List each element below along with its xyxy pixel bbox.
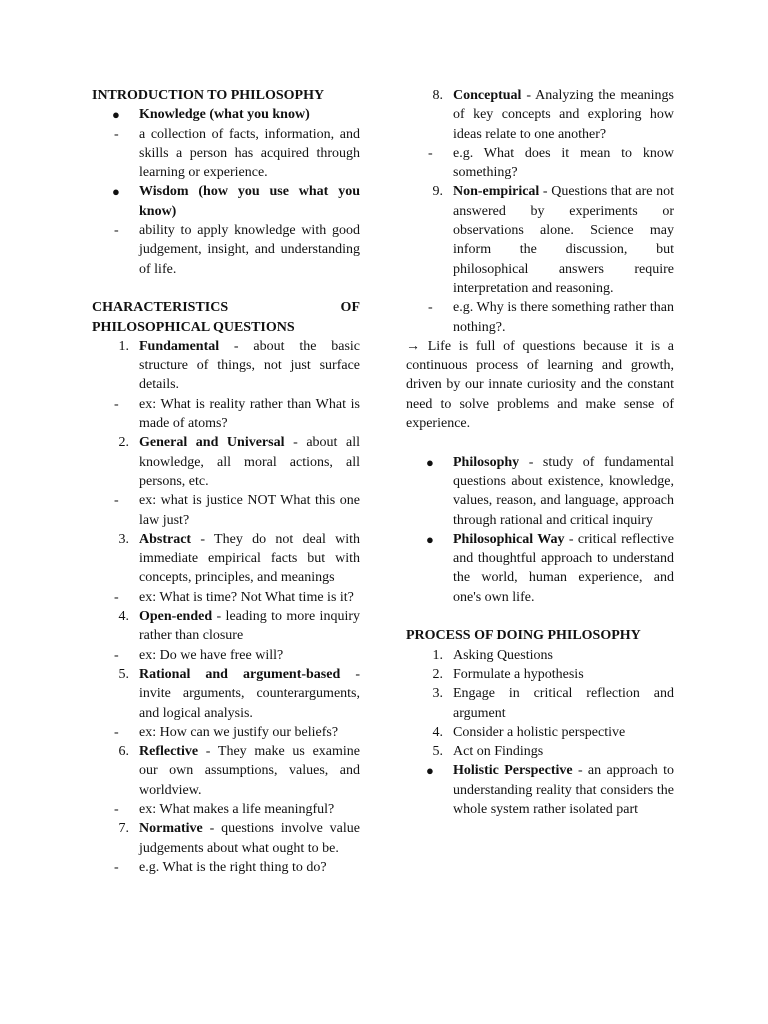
item-number: 3. (118, 531, 129, 547)
process-step (406, 684, 674, 723)
list-item (92, 742, 360, 800)
step-text: Asking Questions (453, 647, 553, 663)
item-term: Reflective (139, 744, 199, 760)
item-example: e.g. Why is there something rather than nothing?. (453, 300, 674, 335)
dash-marker: - (428, 145, 433, 161)
intro-title: INTRODUCTION TO PHILOSOPHY (92, 88, 325, 103)
item-description: - questions involve value judgements about what ought to be. (139, 821, 360, 856)
item-number: 9. (432, 184, 443, 200)
dash-marker: - (114, 647, 119, 663)
item-number: 4. (118, 609, 129, 625)
item-description: - They do not deal with immediate empirical facts but with concepts, principles, and meanings (139, 531, 360, 586)
item-description: - about the basic structure of things, not just surface details. (139, 338, 360, 393)
dash-marker: - (114, 223, 119, 239)
bullet-item-wisdom (92, 182, 360, 221)
list-item (406, 182, 674, 298)
life-note-paragraph: → Life is full of questions because it is a continuous process of learning and growth, driven by our innate curiosity and the constant need to solve problems and make sense of experience. (406, 338, 674, 432)
bullet-item-knowledge (92, 105, 360, 124)
example-item (406, 144, 674, 183)
right-column (406, 86, 674, 819)
item-description: - invite arguments, counterarguments, and logical analysis. (139, 666, 360, 721)
item-term: Rational and argument-based (139, 666, 341, 682)
item-term: Open-ended (139, 609, 213, 625)
dash-marker: - (114, 859, 119, 875)
process-step (406, 723, 674, 742)
item-description: - Analyzing the meanings of key concepts and exploring how ideas relate to one another? (453, 88, 674, 142)
bullet-icon: ● (426, 454, 434, 470)
list-item (92, 337, 360, 395)
list-item (92, 607, 360, 646)
dash-marker: - (114, 589, 119, 605)
item-number: 1. (118, 338, 129, 354)
holistic-term: Holistic Perspective (453, 763, 573, 779)
example-item (92, 723, 360, 742)
item-description: - leading to more inquiry rather than closure (139, 609, 360, 644)
step-number: 5. (432, 744, 443, 760)
dash-marker: - (114, 724, 119, 740)
example-item (406, 298, 674, 337)
example-item (92, 646, 360, 665)
wisdom-term: Wisdom (how you use what you know) (139, 184, 360, 219)
item-number: 7. (118, 821, 129, 837)
step-number: 4. (432, 724, 443, 740)
dash-item (92, 221, 360, 279)
bullet-icon: ● (426, 763, 434, 779)
item-description: - They make us examine our own assumptions, values, and worldview. (139, 744, 360, 798)
left-column (92, 86, 360, 877)
characteristics-list (92, 337, 360, 877)
holistic-definition: - an approach to understanding reality that considers the whole system rather isolated part (453, 763, 674, 817)
process-step (406, 742, 674, 761)
item-term: Abstract (139, 531, 192, 547)
item-number: 6. (118, 744, 129, 760)
item-term: Non-empirical (453, 184, 540, 200)
step-text: Consider a holistic perspective (453, 724, 626, 740)
item-number: 2. (118, 435, 129, 451)
process-step (406, 665, 674, 684)
bullet-item-holistic (406, 761, 674, 819)
dash-marker: - (114, 493, 119, 509)
wisdom-definition: ability to apply knowledge with good judgement, insight, and understanding of life. (139, 223, 360, 277)
characteristics-title-line2: PHILOSOPHICAL QUESTIONS (92, 319, 295, 335)
philosophy-term: Philosophy (453, 454, 520, 470)
item-example: ex: How can we justify our beliefs? (139, 724, 339, 740)
item-term: Conceptual (453, 88, 522, 103)
item-description: - about all knowledge, all moral actions, all persons, etc. (139, 435, 360, 489)
step-text: Formulate a hypothesis (453, 666, 584, 682)
bullet-icon: ● (112, 107, 120, 123)
item-example: e.g. What is the right thing to do? (139, 859, 327, 875)
dash-marker: - (114, 801, 119, 817)
dash-marker: - (114, 126, 119, 142)
step-number: 2. (432, 666, 443, 682)
item-example: ex: What is time? Not What time is it? (139, 589, 354, 605)
item-term: Normative (139, 821, 203, 837)
philosophy-definition: - study of fundamental questions about existence, knowledge, values, reason, and language, approach through rational and critical inquiry (453, 454, 674, 528)
process-steps-list (406, 646, 674, 762)
item-term: Fundamental (139, 338, 220, 354)
bullet-icon: ● (426, 531, 434, 547)
process-step (406, 646, 674, 665)
item-example: ex: Do we have free will? (139, 647, 284, 663)
item-description: - Questions that are not answered by experiments or observations alone. Science may inform the discussion, but philosophical answers require interpretation and reasoning. (453, 184, 674, 296)
example-item (92, 491, 360, 530)
step-text: Act on Findings (453, 744, 544, 760)
list-item (92, 819, 360, 858)
dash-marker: - (428, 300, 433, 316)
list-item (92, 530, 360, 588)
philosophical-way-term: Philosophical Way (453, 531, 565, 547)
item-term: General and Universal (139, 435, 285, 451)
item-number: 5. (118, 666, 129, 682)
list-item (406, 86, 674, 144)
example-item (92, 800, 360, 819)
knowledge-term: Knowledge (what you know) (139, 107, 310, 123)
item-example: ex: what is justice NOT What this one law just? (139, 493, 360, 528)
dash-marker: - (114, 396, 119, 412)
step-number: 1. (432, 647, 443, 663)
bullet-icon: ● (112, 184, 120, 200)
dash-item (92, 125, 360, 183)
list-item (92, 433, 360, 491)
process-title: PROCESS OF DOING PHILOSOPHY (406, 628, 641, 644)
list-item (92, 665, 360, 723)
item-number: 8. (432, 88, 443, 103)
item-example: ex: What makes a life meaningful? (139, 801, 335, 817)
bullet-item-philosophical-way (406, 530, 674, 607)
example-item (92, 588, 360, 607)
characteristics-title: CHARACTERISTICS OF (92, 300, 360, 316)
item-example: e.g. What does it mean to know something? (453, 145, 674, 181)
step-number: 3. (432, 686, 443, 702)
item-example: ex: What is reality rather than What is made of atoms? (139, 396, 360, 432)
example-item (92, 858, 360, 877)
knowledge-definition: a collection of facts, information, and skills a person has acquired through learning or experience. (139, 126, 360, 181)
philosophical-way-definition: - critical reflective and thoughtful approach to understand the world, human experience, and one's own life. (453, 531, 674, 605)
example-item (92, 395, 360, 434)
step-text: Engage in critical reflection and argument (453, 686, 674, 721)
bullet-item-philosophy (406, 453, 674, 530)
